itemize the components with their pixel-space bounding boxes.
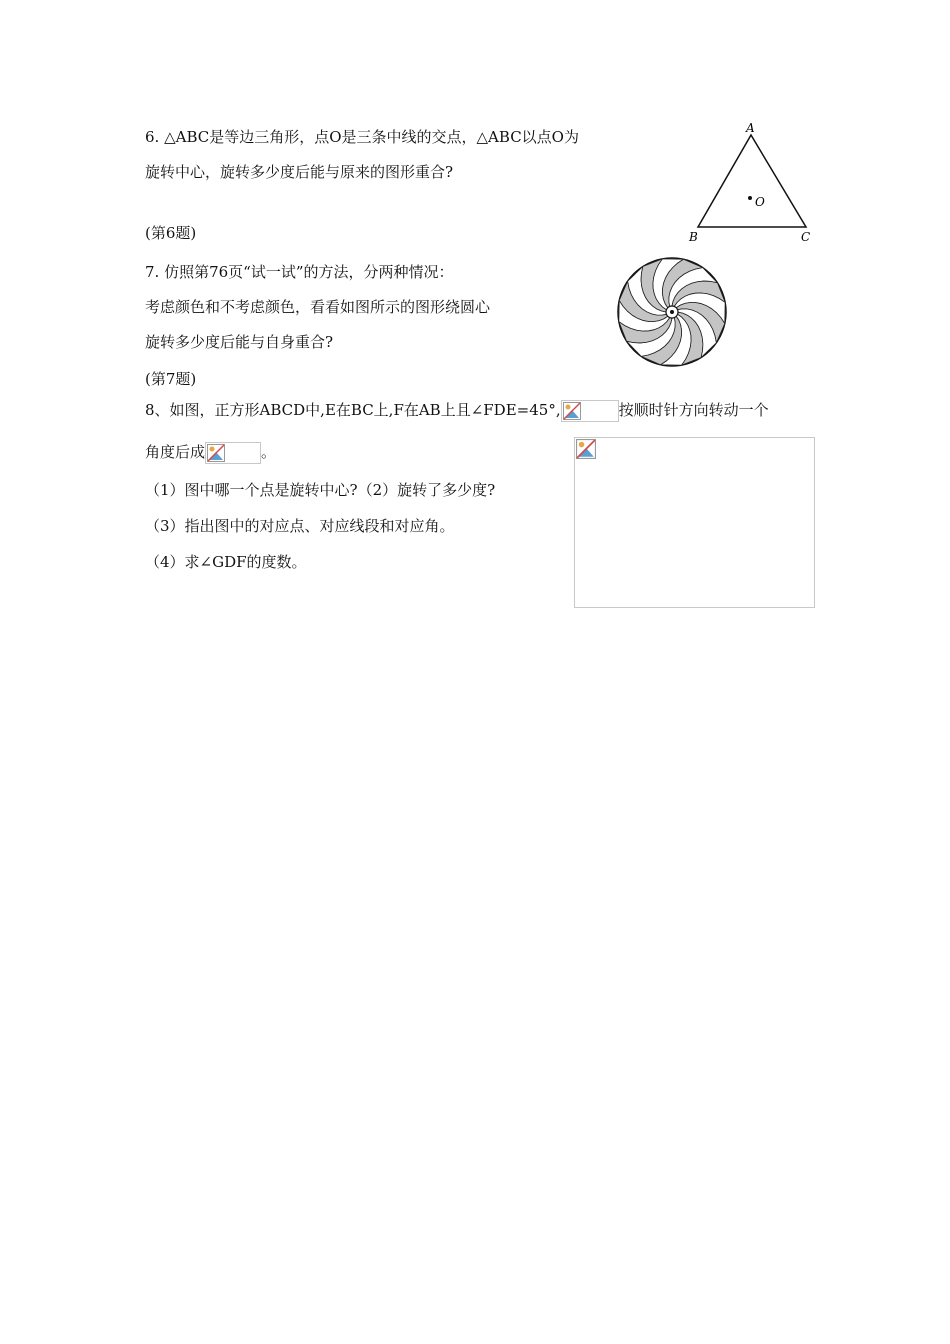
broken-image-icon <box>563 402 581 420</box>
triangle-figure <box>680 118 820 248</box>
q8-line1-text-a: 8、如图，正方形ABCD中,E在BC上,F在AB上且∠FDE=45°, <box>145 401 561 419</box>
q8-sub3: （3）指出图中的对应点、对应线段和对应角。 <box>145 517 455 535</box>
broken-image-icon <box>207 444 225 462</box>
triangle-abc <box>698 135 806 227</box>
q7-line1: 7. 仿照第76页“试一试”的方法，分两种情况： <box>145 263 454 281</box>
q6-line2: 旋转中心，旋转多少度后能与原来的图形重合? <box>145 163 454 181</box>
label-a: A <box>746 121 755 135</box>
label-b: B <box>689 230 698 244</box>
q8-figure-image <box>574 437 815 608</box>
point-o <box>748 196 752 200</box>
q6-line1: 6. △ABC是等边三角形，点O是三条中线的交点，△ABC以点O为 <box>145 128 579 146</box>
q8-line2-text-b: 。 <box>261 443 277 461</box>
broken-image-icon <box>576 439 596 459</box>
q7-caption: (第7题) <box>145 370 197 388</box>
label-c: C <box>801 230 811 244</box>
q6-caption: (第6题) <box>145 224 197 242</box>
inline-image-1 <box>561 400 619 422</box>
label-o: O <box>755 195 765 209</box>
inline-image-2 <box>205 442 261 464</box>
q8-sub1: （1）图中哪一个点是旋转中心?（2）旋转了多少度? <box>145 481 496 499</box>
pinwheel-center <box>670 310 674 314</box>
q8-line2-text-a: 角度后成 <box>145 443 206 461</box>
q8-line1-text-b: 按顺时针方向转动一个 <box>618 401 769 419</box>
pinwheel-figure <box>614 256 730 372</box>
q7-line2: 考虑颜色和不考虑颜色，看看如图所示的图形绕圆心 <box>145 298 491 316</box>
q8-line1 <box>145 400 769 422</box>
q7-line3: 旋转多少度后能与自身重合? <box>145 333 334 351</box>
q8-sub4: （4）求∠GDF的度数。 <box>145 553 307 571</box>
q8-line2 <box>145 442 276 464</box>
